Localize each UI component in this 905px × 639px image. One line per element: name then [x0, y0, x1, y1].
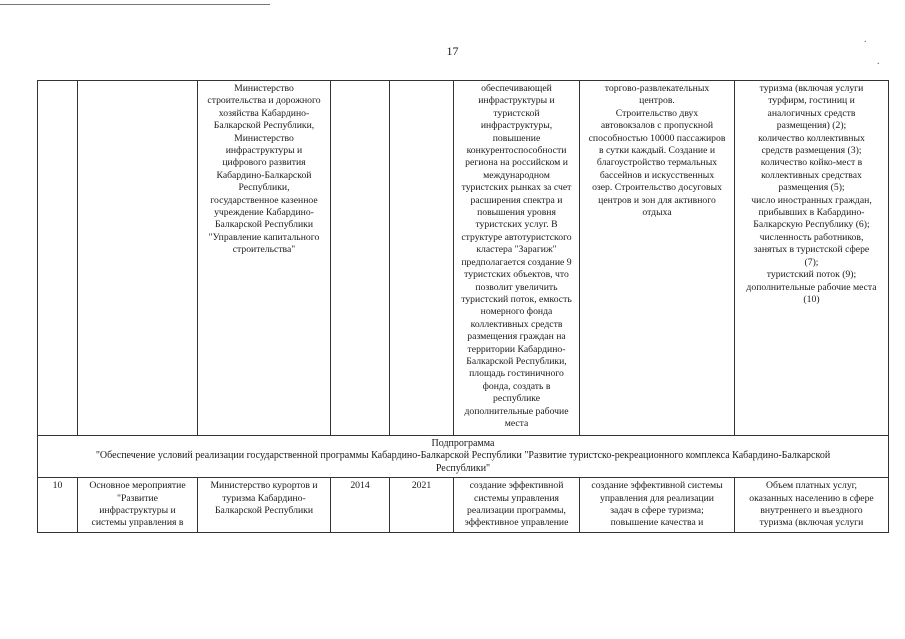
cell-end-year — [390, 81, 454, 436]
executor-text: Министерство строительства и дорожного хозяйства Кабардино- Балкарской Республики, Министерство инфраструктуры и цифрового развития Кабардино-Балкарской Республики, государственное казенное учреждение Кабардино- Балкарской Республики "Управление капитального строительства" — [207, 83, 321, 256]
table-row — [38, 478, 889, 533]
indicators-text: туризма (включая услуги турфирм, гостиниц и аналогичных средств размещения) (2); количество коллективных средств размещения (3); количество койко-мест в коллективных средствах размещения (5); число иностранных граждан, прибывших в Кабардино- Балкарскую Республику (6); численность работников, занятых в туристской сфере (7); туристский поток (9); дополнительные рабочие места (10) — [746, 83, 877, 305]
row-number: 10 — [52, 480, 63, 492]
program-table — [37, 80, 889, 533]
cell-expected-result — [454, 81, 580, 436]
cell-consequences — [580, 81, 735, 436]
expected-result-text: обеспечивающей инфраструктуры и туристской инфраструктуры, повышение конкурентоспособности региона на российском и международном туристских рынках за счет расширения спектра и повышения уровня туристских услуг. В структуре автотуристского кластера "Зарагиж" предполагается создание 9 туристских объектов, что позволит увеличить туристский поток, емкость номерного фонда коллективных средств размещения граждан на территории Кабардино- Балкарской Республики, площадь гостиничного фонда, создать в республике дополнительные рабочие места — [461, 83, 572, 429]
scan-mark: . — [877, 56, 880, 67]
expected-result-text: создание эффективной системы управления реализации программы, эффективное управление — [464, 480, 569, 529]
cell-end-year — [390, 478, 454, 533]
consequences-text: торгово-развлекательных центров. Строительство двух автовокзалов с пропускной способностью 10000 пассажиров в сутки каждый. Создание и благоустройство термальных бассейнов и искусственных озер. Строительство досуговых центров и зон для активного отдыха — [588, 83, 726, 219]
scan-mark: . — [864, 34, 867, 45]
cell-consequences — [580, 478, 735, 533]
indicators-text: Объем платных услуг, оказанных населению в сфере внутреннего и въездного туризма (включая услуги — [749, 480, 874, 529]
cell-executor — [198, 478, 331, 533]
subprogram-row — [38, 436, 889, 478]
cell-number — [38, 478, 78, 533]
end-year: 2021 — [411, 480, 432, 492]
measure-name: Основное мероприятие "Развитие инфраструктуры и системы управления в — [89, 480, 186, 529]
cell-number — [38, 81, 78, 436]
cell-start-year — [331, 81, 390, 436]
cell-name — [78, 478, 198, 533]
cell-name — [78, 81, 198, 436]
cell-indicators — [735, 81, 889, 436]
subprogram-title: "Обеспечение условий реализации государственной программы Кабардино-Балкарской Республики "Развитие туристско-рекреационного комплекса Кабардино-Балкарской Республики" — [95, 450, 831, 474]
page-number: 17 — [446, 44, 459, 58]
subprogram-cell — [38, 436, 889, 478]
cell-indicators — [735, 478, 889, 533]
consequences-text: создание эффективной системы управления для реализации задач в сфере туризма; повышение качества и — [591, 480, 723, 529]
cell-expected-result — [454, 478, 580, 533]
start-year: 2014 — [350, 480, 370, 492]
executor-text: Министерство курортов и туризма Кабардино- Балкарской Республики — [210, 480, 318, 517]
cell-start-year — [331, 478, 390, 533]
table-row — [38, 81, 889, 436]
top-rule — [0, 0, 270, 5]
subprogram-heading: Подпрограмма — [431, 438, 495, 449]
cell-executor — [198, 81, 331, 436]
